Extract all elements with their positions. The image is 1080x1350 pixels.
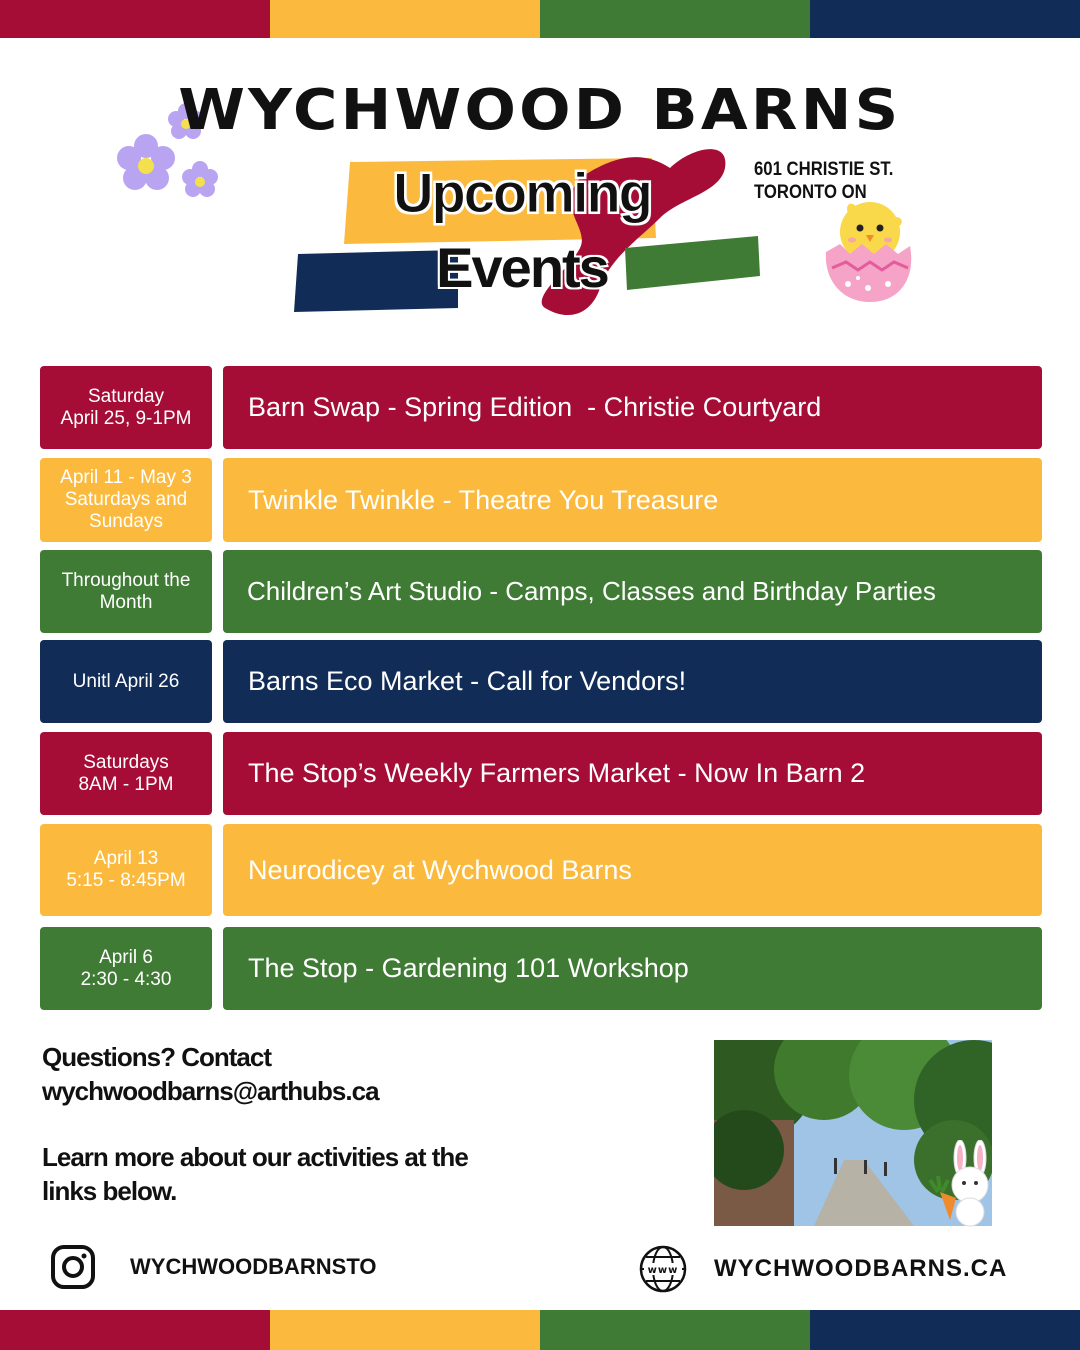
stripe-green: [540, 1310, 810, 1350]
address-street: 601 CHRISTIE ST.: [754, 159, 894, 180]
event-date: April 6 2:30 - 4:30: [40, 927, 212, 1010]
event-date: Throughout the Month: [40, 550, 212, 633]
contact-question: Questions? Contact: [42, 1042, 272, 1072]
bottom-color-stripe: [0, 1310, 1080, 1350]
address-city: TORONTO ON: [754, 182, 867, 203]
event-row[interactable]: [40, 732, 1042, 815]
event-row[interactable]: [40, 927, 1042, 1010]
bunny-carrot-icon: [920, 1140, 1010, 1230]
event-title[interactable]: Barns Eco Market - Call for Vendors!: [223, 640, 1042, 723]
event-title[interactable]: The Stop’s Weekly Farmers Market - Now In Barn 2: [223, 732, 1042, 815]
learn-more-text-2: links below.: [42, 1176, 177, 1206]
event-row[interactable]: [40, 640, 1042, 723]
event-title[interactable]: The Stop - Gardening 101 Workshop: [223, 927, 1042, 1010]
top-color-stripe: [0, 0, 1080, 38]
stripe-green: [540, 0, 810, 38]
contact-block: [42, 1040, 542, 1208]
stripe-navy: [810, 0, 1080, 38]
event-row[interactable]: [40, 550, 1042, 633]
event-title[interactable]: Children’s Art Studio - Camps, Classes and Birthday Parties: [223, 550, 1042, 633]
website-link[interactable]: [638, 1244, 1007, 1294]
event-title[interactable]: Twinkle Twinkle - Theatre You Treasure: [223, 458, 1042, 542]
website-url[interactable]: WYCHWOODBARNS.CA: [714, 1255, 1008, 1282]
event-date: Unitl April 26: [40, 640, 212, 723]
event-date: April 13 5:15 - 8:45PM: [40, 824, 212, 916]
globe-www-icon: [638, 1244, 688, 1294]
instagram-handle[interactable]: WYCHWOODBARNSTO: [130, 1254, 377, 1279]
stripe-yellow: [270, 0, 540, 38]
page-title: WYCHWOOD BARNS: [178, 78, 902, 143]
event-row[interactable]: [40, 824, 1042, 916]
event-date: Saturday April 25, 9-1PM: [40, 366, 212, 449]
stripe-yellow: [270, 1310, 540, 1350]
stripe-red: [0, 0, 270, 38]
stripe-navy: [810, 1310, 1080, 1350]
globe-www-label: www: [647, 1265, 679, 1276]
event-title[interactable]: Neurodicey at Wychwood Barns: [223, 824, 1042, 916]
events-heading: Events: [436, 236, 608, 299]
instagram-link[interactable]: [50, 1244, 376, 1290]
upcoming-heading: Upcoming: [393, 161, 651, 224]
learn-more-text: Learn more about our activities at the: [42, 1142, 468, 1172]
chick-egg-icon: [818, 188, 928, 308]
event-row[interactable]: [40, 366, 1042, 449]
contact-email[interactable]: wychwoodbarns@arthubs.ca: [42, 1076, 379, 1106]
event-row[interactable]: [40, 458, 1042, 542]
stripe-red: [0, 1310, 270, 1350]
event-title[interactable]: Barn Swap - Spring Edition - Christie Courtyard: [223, 366, 1042, 449]
event-date: Saturdays 8AM - 1PM: [40, 732, 212, 815]
instagram-icon: [50, 1244, 96, 1290]
event-date: April 11 - May 3 Saturdays and Sundays: [40, 458, 212, 542]
